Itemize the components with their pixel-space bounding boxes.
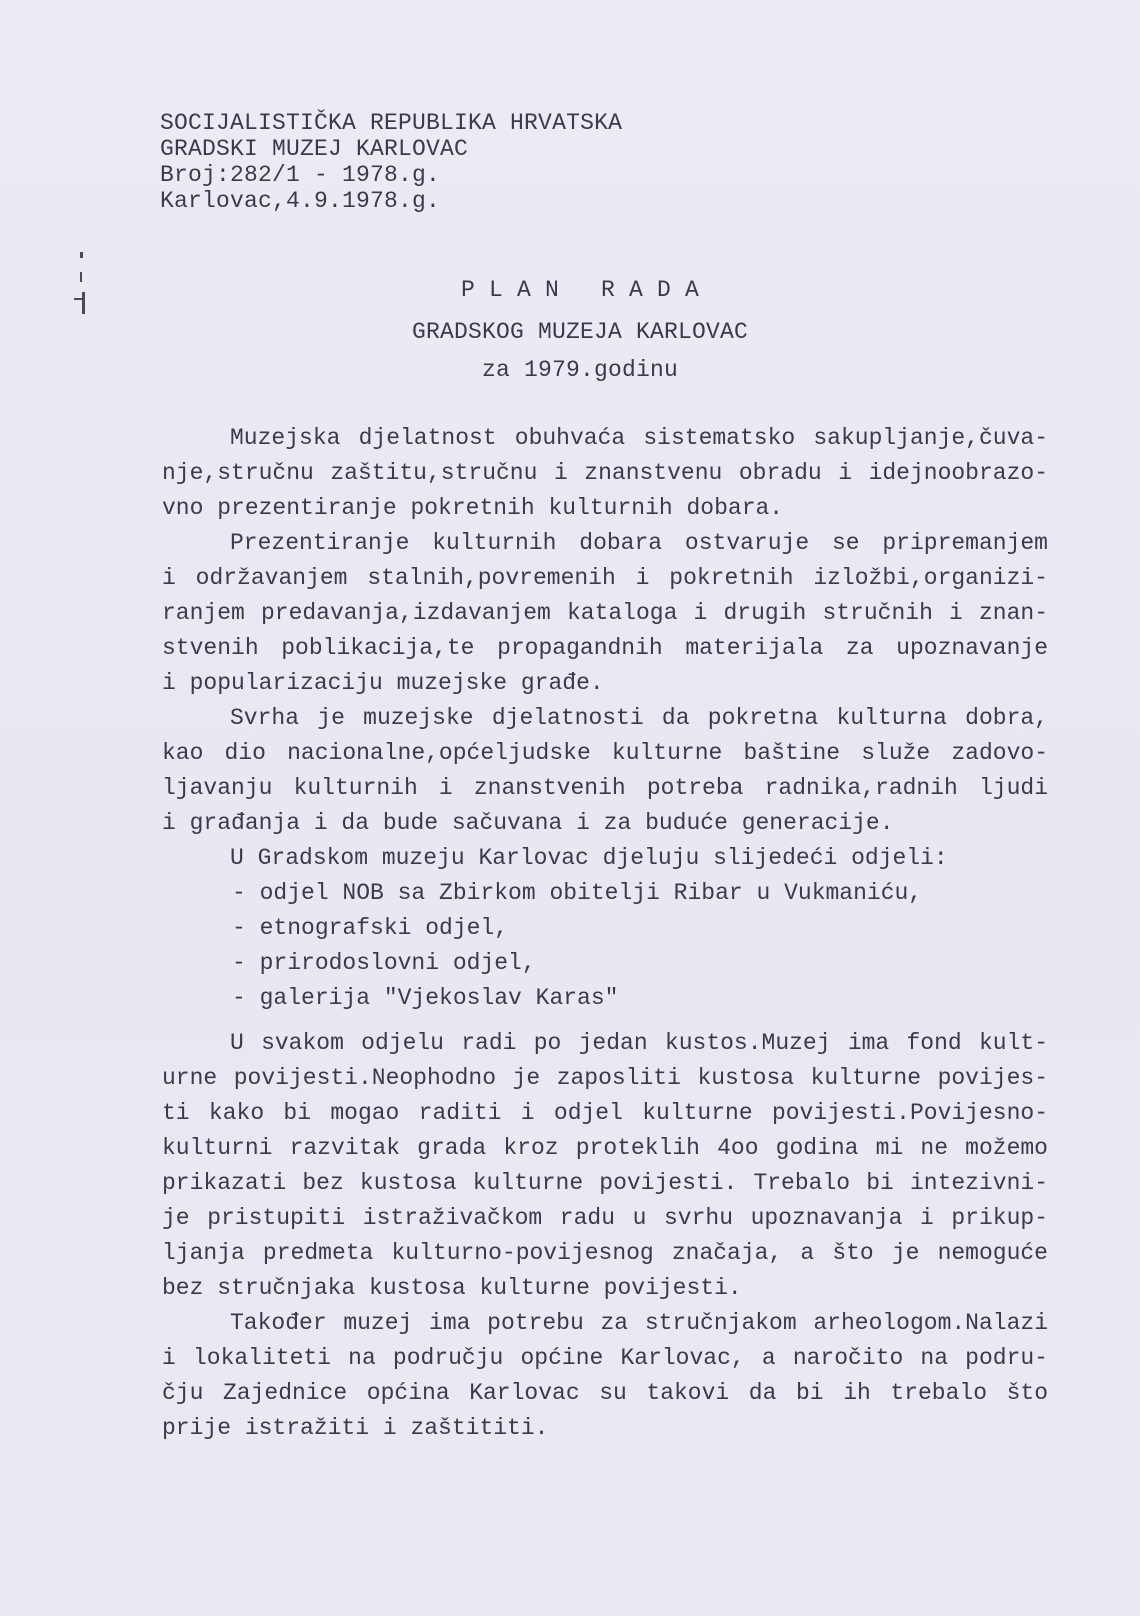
- body-line: i lokaliteti na području općine Karlovac, a naročito na podru-: [162, 1345, 1048, 1371]
- body-line: i građanja i da bude sačuvana i za buduće generacije.: [162, 810, 894, 836]
- body-line: Također muzej ima potrebu za stručnjakom arheologom.Nalazi: [230, 1310, 1048, 1336]
- body-line: Muzejska djelatnost obuhvaća sistematsko sakupljanje,čuva-: [230, 425, 1048, 451]
- body-line: prikazati bez kustosa kulturne povijesti. Trebalo bi intezivni-: [162, 1170, 1048, 1196]
- body-line: ti kako bi mogao raditi i odjel kulturne povijesti.Povijesno-: [162, 1100, 1048, 1126]
- header-line-number: Broj:282/1 - 1978.g.: [160, 162, 441, 188]
- list-item: - prirodoslovni odjel,: [232, 950, 536, 976]
- body-line: vno prezentiranje pokretnih kulturnih dobara.: [162, 495, 784, 521]
- body-line: U Gradskom muzeju Karlovac djeluju slijedeći odjeli:: [230, 845, 948, 871]
- document-title: P L A N R A D A: [460, 277, 700, 303]
- header-line-republic: SOCIJALISTIČKA REPUBLIKA HRVATSKA: [160, 110, 623, 136]
- body-line: nje,stručnu zaštitu,stručnu i znanstvenu obradu i idejnoobrazo-: [162, 460, 1048, 486]
- body-line: kulturni razvitak grada kroz proteklih 4oo godina mi ne možemo: [162, 1135, 1048, 1161]
- body-line: stvenih poblikacija,te propagandnih materijala za upoznavanje: [162, 635, 1048, 661]
- body-line: ranjem predavanja,izdavanjem kataloga i drugih stručnih i znan-: [162, 600, 1048, 626]
- body-line: Svrha je muzejske djelatnosti da pokretna kulturna dobra,: [230, 705, 1048, 731]
- header-line-date: Karlovac,4.9.1978.g.: [160, 188, 441, 214]
- document-subtitle: GRADSKOG MUZEJA KARLOVAC: [411, 319, 749, 345]
- header-line-museum: GRADSKI MUZEJ KARLOVAC: [160, 136, 469, 162]
- body-line: U svakom odjelu radi po jedan kustos.Muzej ima fond kult-: [230, 1030, 1048, 1056]
- body-line: ljanja predmeta kulturno-povijesnog značaja, a što je nemoguće: [162, 1240, 1048, 1266]
- list-item: - etnografski odjel,: [232, 915, 509, 941]
- body-line: čju Zajednice općina Karlovac su takovi da bi ih trebalo što: [162, 1380, 1048, 1406]
- list-item: - galerija "Vjekoslav Karas": [232, 985, 619, 1011]
- body-line: i popularizaciju muzejske građe.: [162, 670, 604, 696]
- body-line: kao dio nacionalne,općeljudske kulturne baštine služe zadovo-: [162, 740, 1048, 766]
- body-line: je pristupiti istraživačkom radu u svrhu upoznavanja i prikup-: [162, 1205, 1048, 1231]
- body-line: Prezentiranje kulturnih dobara ostvaruje se pripremanjem: [230, 530, 1048, 556]
- body-line: ljavanju kulturnih i znanstvenih potreba radnika,radnih ljudi: [162, 775, 1048, 801]
- body-line: urne povijesti.Neophodno je zaposliti kustosa kulturne povijes-: [162, 1065, 1048, 1091]
- body-line: prije istražiti i zaštititi.: [162, 1415, 549, 1441]
- body-line: i održavanjem stalnih,povremenih i pokretnih izložbi,organizi-: [162, 565, 1048, 591]
- list-item: - odjel NOB sa Zbirkom obitelji Ribar u Vukmaniću,: [232, 880, 923, 906]
- body-line: bez stručnjaka kustosa kulturne povijesti.: [162, 1275, 742, 1301]
- document-year: za 1979.godinu: [481, 357, 679, 383]
